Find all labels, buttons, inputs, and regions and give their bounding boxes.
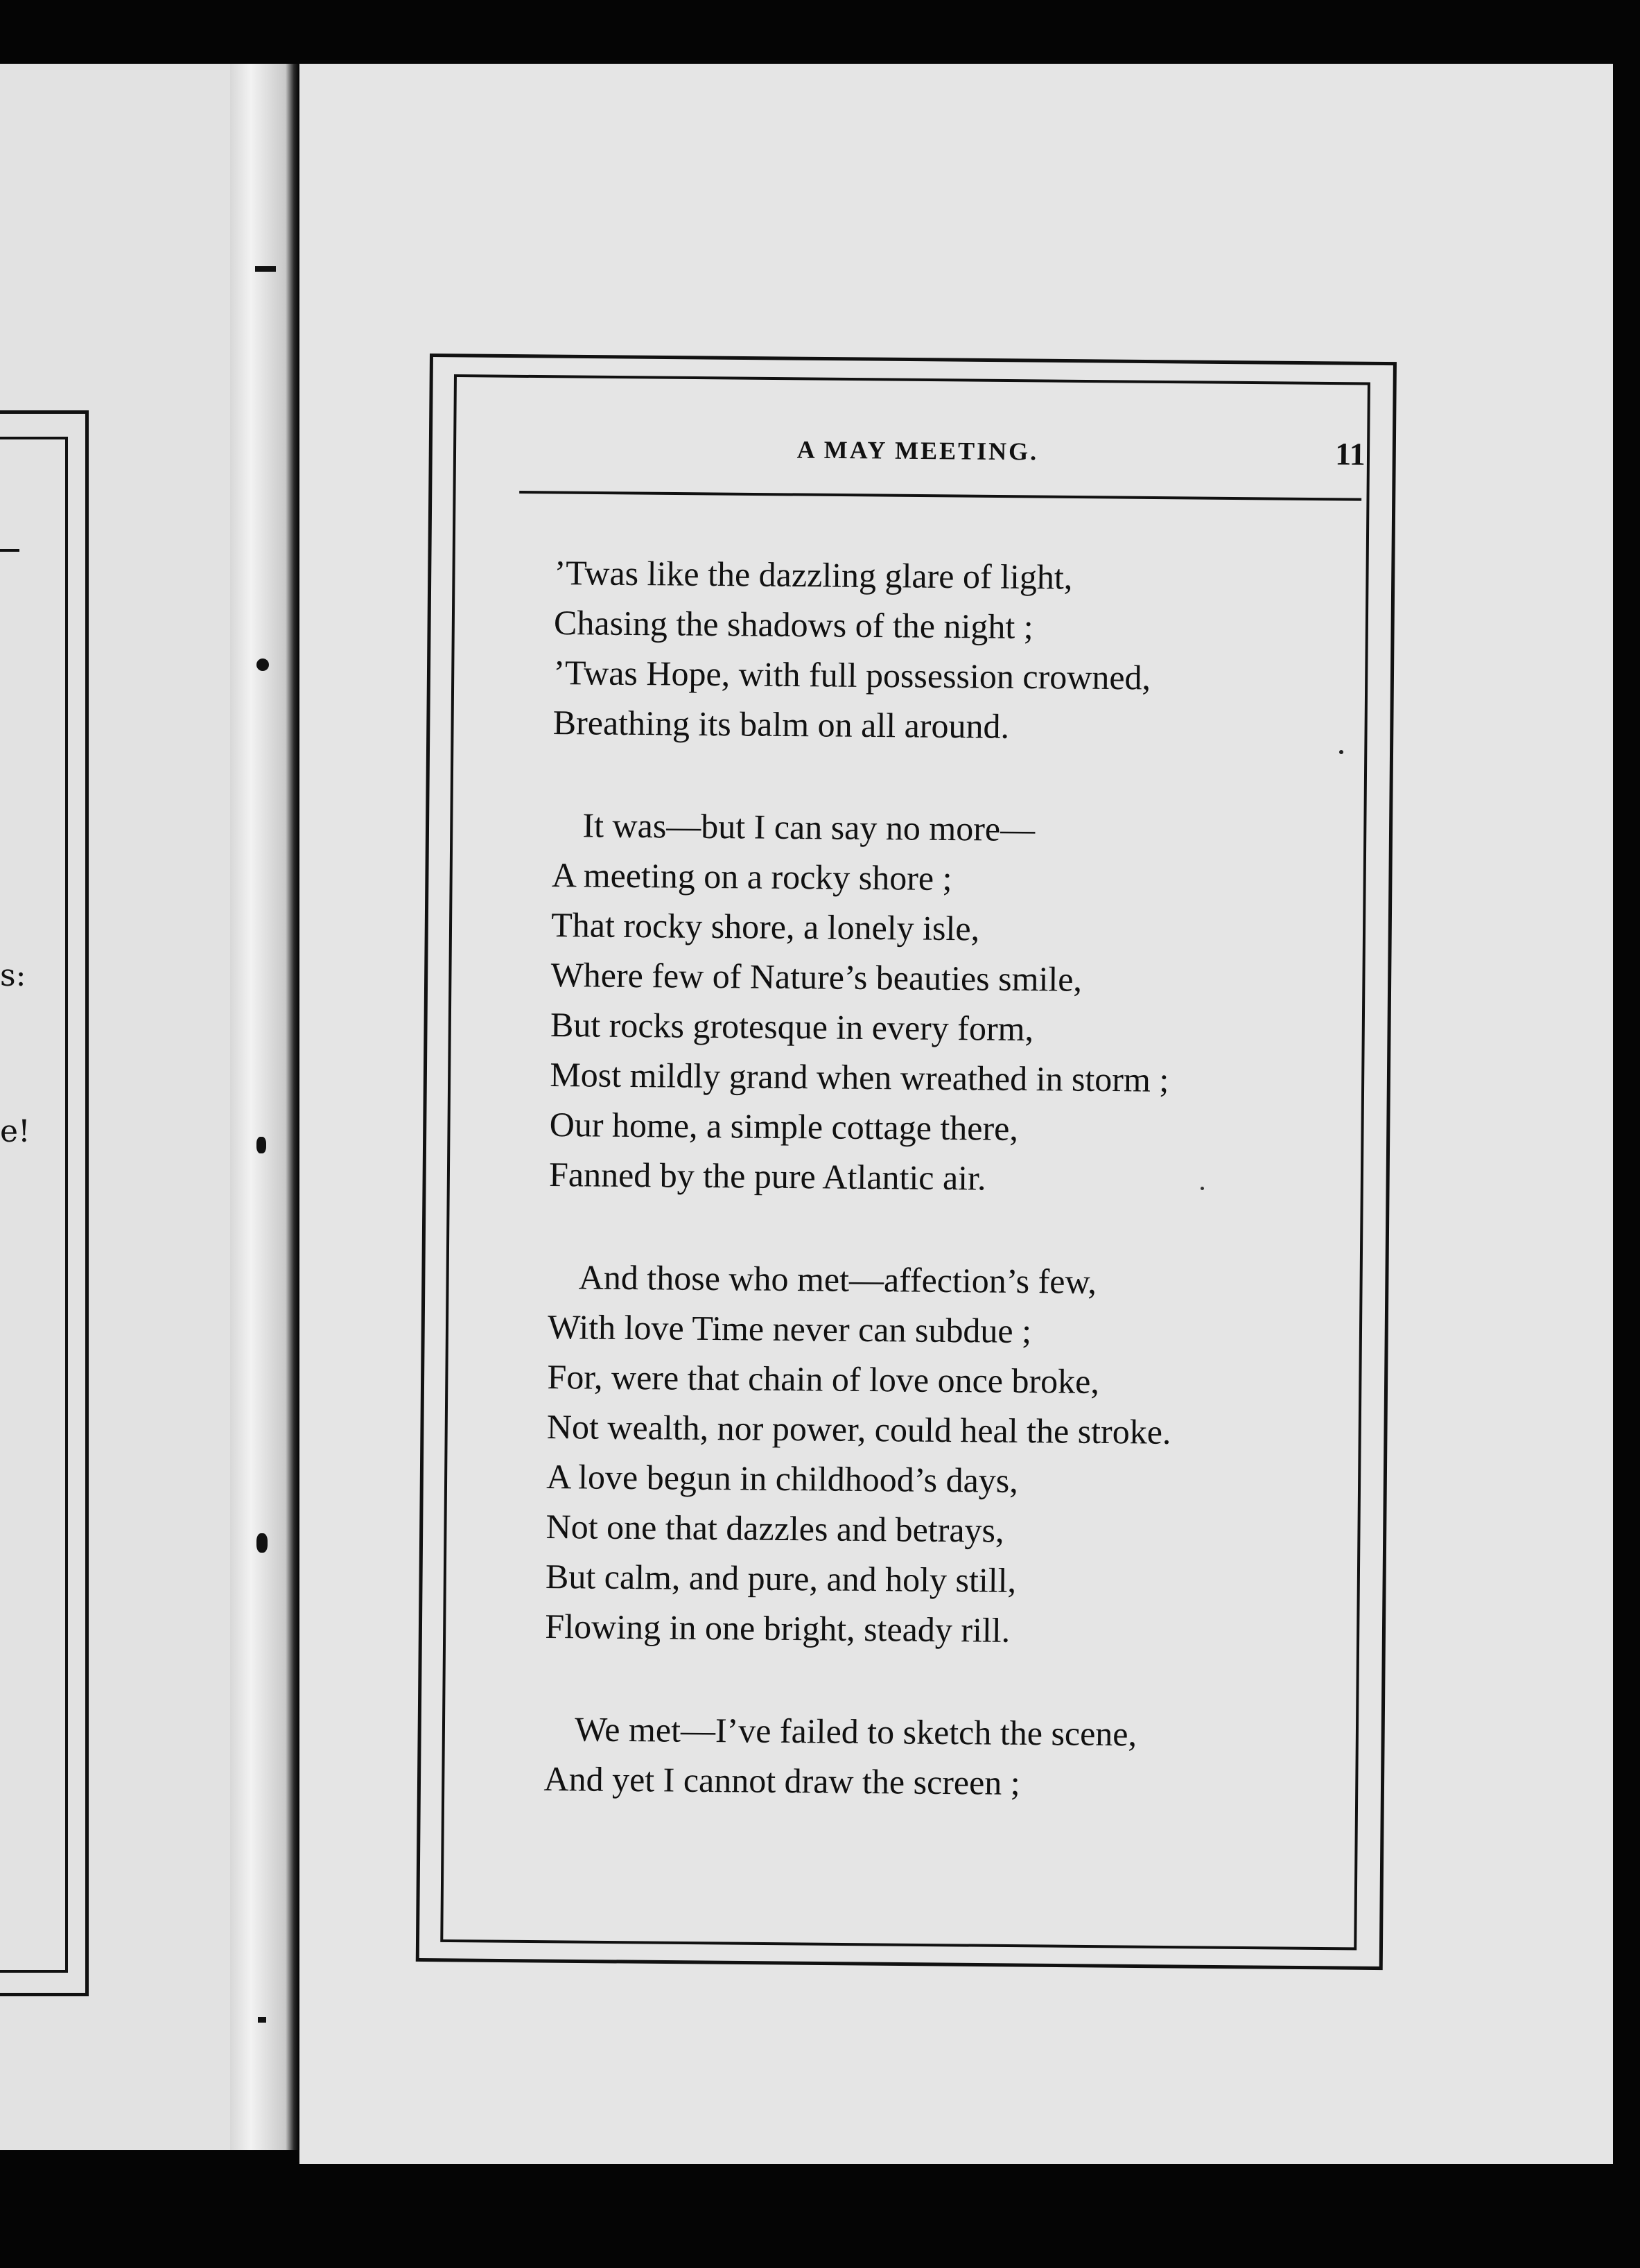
gutter-stitch-mark — [256, 1533, 268, 1553]
poem-line: Fanned by the pure Atlantic air. — [548, 1154, 986, 1198]
poem-line: But rocks grotesque in every form, — [550, 1004, 1034, 1049]
poem-line: And those who met—affection’s few, — [578, 1257, 1097, 1301]
poem-line: We met—I’ve failed to sketch the scene, — [574, 1709, 1137, 1754]
gutter-stitch-mark — [258, 2017, 266, 2023]
left-facing-page — [0, 64, 230, 2150]
poem-line: ’Twas Hope, with full possession crowned, — [553, 652, 1151, 697]
poem-line: Our home, a simple cottage there, — [549, 1104, 1019, 1148]
left-page-inner-border — [0, 437, 68, 1973]
poem-line: ’Twas like the dazzling glare of light, — [554, 552, 1073, 597]
poem-line: A meeting on a rocky shore ; — [551, 855, 952, 898]
left-page-head-rule — [0, 549, 19, 552]
gutter-stitch-mark — [255, 266, 276, 272]
poem-line: Flowing in one bright, steady rill. — [545, 1606, 1011, 1650]
binding-gutter — [230, 64, 299, 2150]
poem-line: And yet I cannot draw the screen ; — [543, 1759, 1020, 1802]
poem-line: Where few of Nature’s beauties smile, — [550, 954, 1083, 999]
running-title: A MAY MEETING. — [796, 435, 1039, 466]
poem-body — [543, 548, 1352, 1811]
left-page-text-fragment: s: — [0, 958, 26, 993]
page-number: 11 — [1335, 436, 1366, 472]
poem-line: But calm, and pure, and holy still, — [545, 1556, 1017, 1600]
stanza — [545, 1252, 1345, 1658]
poem-line: That rocky shore, a lonely isle, — [551, 905, 980, 948]
gutter-stitch-mark — [256, 658, 269, 671]
poem-line: For, were that chain of love once broke, — [547, 1357, 1100, 1401]
poem-line: Not one that dazzles and betrays, — [546, 1506, 1004, 1550]
left-page-text-fragment: e! — [0, 1114, 30, 1149]
stanza — [552, 548, 1351, 754]
stanza — [549, 800, 1350, 1206]
poem-line: It was—but I can say no more— — [582, 805, 1036, 849]
stanza — [543, 1704, 1341, 1811]
poem-line: A love begun in childhood’s days, — [546, 1456, 1019, 1500]
poem-line: Chasing the shadows of the night ; — [553, 602, 1033, 647]
poem-line: Not wealth, nor power, could heal the stroke. — [546, 1406, 1171, 1451]
poem-line: Breathing its balm on all around. — [552, 702, 1010, 746]
poem-line: Most mildly grand when wreathed in storm ; — [550, 1054, 1169, 1099]
running-head — [519, 428, 1366, 498]
gutter-stitch-mark — [256, 1137, 266, 1153]
poem-line: With love Time never can subdue ; — [547, 1307, 1032, 1351]
